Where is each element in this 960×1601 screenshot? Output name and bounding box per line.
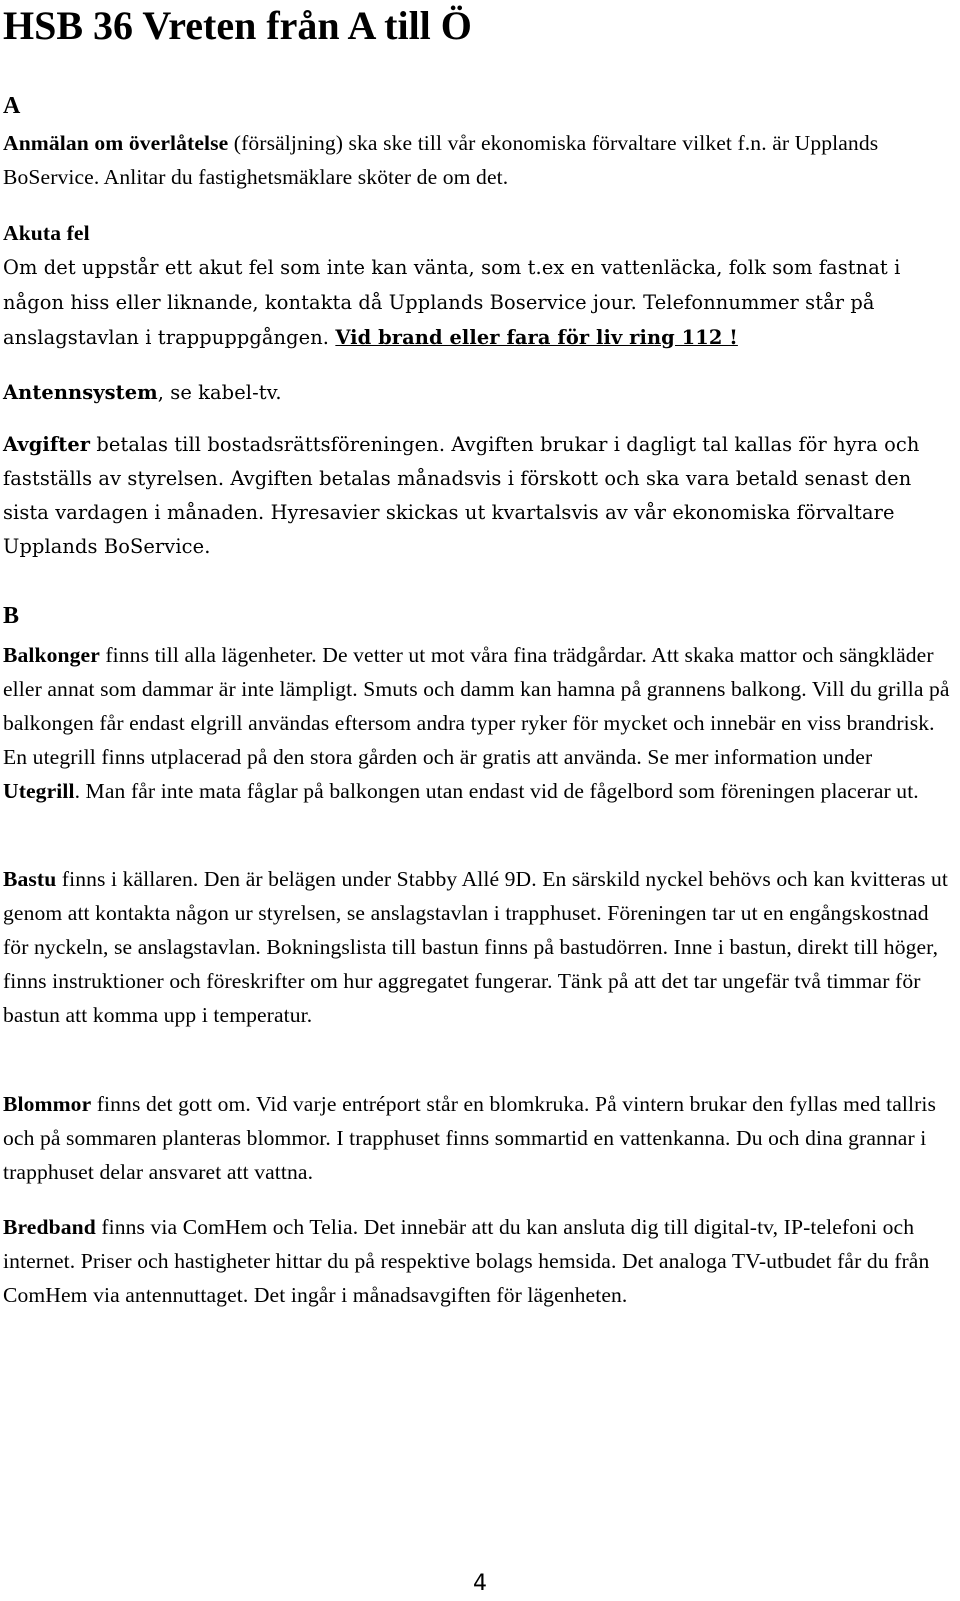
entry-blommor (3, 1087, 951, 1189)
entry-avgifter (3, 428, 951, 564)
entry-text: finns det gott om. Vid varje entréport står en blomkruka. På vintern brukar den fyllas med tallris och på sommaren planteras blommor. I trapphuset finns sommartid en vattenkanna. Du och dina grannar i trapphuset delar ansvaret att vattna. (3, 1092, 937, 1184)
entry-bastu (3, 862, 951, 1032)
entry-text: , se kabel-tv. (157, 381, 282, 404)
entry-text: betalas till bostadsrättsföreningen. Avgiften brukar i dagligt tal kallas för hyra och fastställs av styrelsen. Avgiften betalas månadsvis i förskott och ska vara betald senast den sista vardagen i månaden. Hyresavier skickas ut kvartalsvis av vår ekonomiska förvaltare Upplands BoService. (3, 433, 920, 558)
entry-text: finns i källaren. Den är belägen under Stabby Allé 9D. En särskild nyckel behövs och kan kvitteras ut genom att kontakta någon ur styrelsen, se anslagstavlan i trapphuset. Föreningen tar ut en engångskostnad för nyckeln, se anslagstavlan. Bokningslista till bastun finns på bastudörren. Inne i bastun, direkt till höger, finns instruktioner och föreskrifter om hur aggregatet fungerar. Tänk på att det tar ungefär två timmar för bastun att komma upp i temperatur. (3, 867, 949, 1027)
section-letter-b: B (3, 603, 20, 629)
entry-text: finns till alla lägenheter. De vetter ut mot våra fina trädgårdar. Att skaka mattor och sängkläder eller annat som dammar är inte lämpligt. Smuts och damm kan hamna på grannens balkong. Vill du grilla på balkongen får endast elgrill användas eftersom andra typer ryker för mycket och innebär en viss brandrisk. En utegrill finns utplacerad på den stora gården och är gratis att använda. Se mer information under (3, 643, 950, 769)
entry-text: (försäljning) ska ske till vår ekonomiska förvaltare vilket f.n. är Upplands BoService. Anlitar du fastighetsmäklare sköter de om det. (3, 131, 879, 189)
entry-text-continued: . Man får inte mata fåglar på balkongen utan endast vid de fågelbord som föreningen placerar ut. (74, 779, 919, 803)
section-letter-a: A (3, 93, 21, 119)
cross-reference: Utegrill (3, 779, 75, 803)
entry-text: finns via ComHem och Telia. Det innebär att du kan ansluta dig till digital-tv, IP-telefoni och internet. Priser och hastigheter hittar du på respektive bolags hemsida. Det analoga TV-utbudet får du från ComHem via antennuttaget. Det ingår i månadsavgiften för lägenheten. (3, 1215, 930, 1307)
entry-term: Blommor (3, 1092, 92, 1116)
entry-term: Anmälan om överlåtelse (3, 131, 229, 155)
entry-text: Om det uppstår ett akut fel som inte kan vänta, som t.ex en vattenläcka, folk som fastnat i någon hiss eller liknande, kontakta då Upplands Boservice jour. Telefonnummer står på anslagstavlan i trappuppgången. (3, 256, 901, 349)
emergency-notice: Vid brand eller fara för liv ring 112 ! (335, 326, 738, 349)
entry-term: Akuta fel (3, 221, 90, 245)
page-title: HSB 36 Vreten från A till Ö (3, 3, 472, 48)
entry-term: Bastu (3, 867, 57, 891)
entry-bredband (3, 1210, 951, 1312)
entry-antennsystem (3, 376, 951, 410)
entry-term: Antennsystem (3, 381, 158, 404)
entry-balkonger (3, 638, 951, 808)
entry-term: Bredband (3, 1215, 96, 1239)
entry-term: Balkonger (3, 643, 100, 667)
entry-overlatelse (3, 126, 951, 194)
page-number: 4 (473, 1571, 487, 1596)
entry-term: Avgifter (3, 433, 91, 456)
entry-akuta-fel (3, 216, 951, 355)
